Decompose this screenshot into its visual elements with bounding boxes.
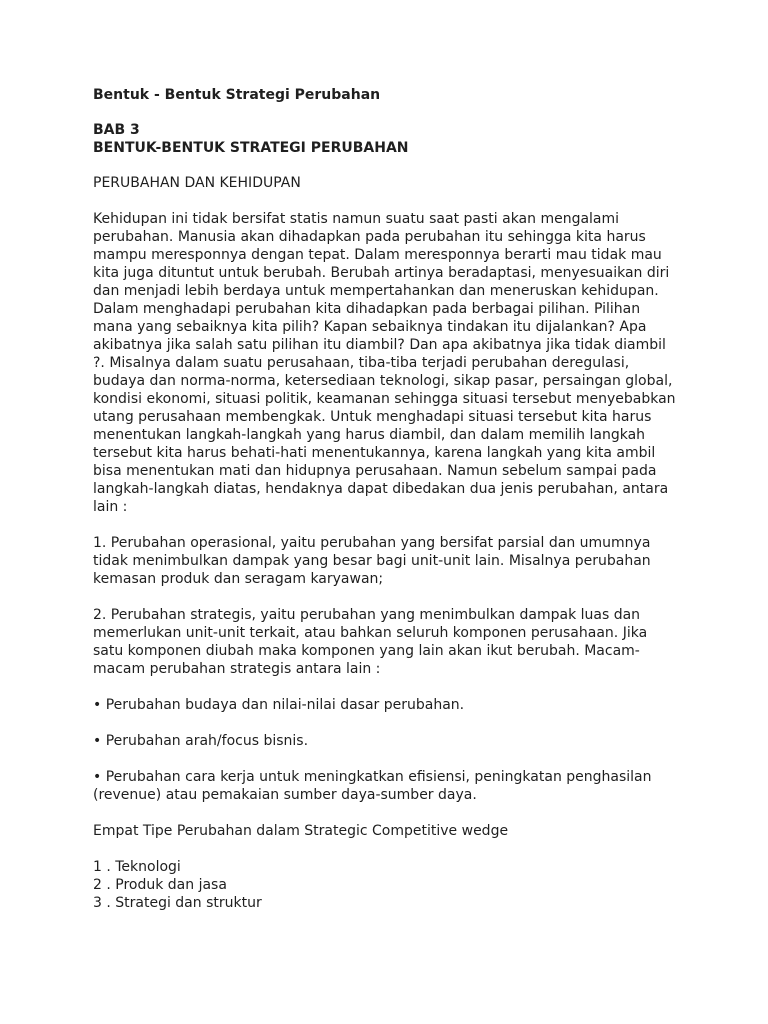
- wedge-list-item: 1 . Teknologi: [93, 859, 181, 875]
- change-type-item: 1. Perubahan operasional, yaitu perubahan yang bersifat parsial dan umumnya tidak menimbulkan dampak yang besar bagi unit-unit lain. Misalnya perubahan kemasan produk dan seragam karyawan;: [93, 535, 651, 587]
- bullet-item: • Perubahan cara kerja untuk meningkatkan efisiensi, peningkatan penghasilan (revenue) atau pemakaian sumber daya-sumber daya.: [93, 769, 652, 803]
- chapter-number: BAB 3: [93, 122, 140, 138]
- wedge-list-item: 2 . Produk dan jasa: [93, 877, 227, 893]
- paragraph: Kehidupan ini tidak bersifat statis namun suatu saat pasti akan mengalami perubahan. Manusia akan dihadapkan pada perubahan itu sehingga kita harus mampu meresponnya dengan tepat. Dalam meresponnya berarti mau tidak mau kita juga dituntut untuk berubah. Berubah artinya beradaptasi, menyesuaikan diri dan menjadi lebih berdaya untuk mempertahankan dan meneruskan kehidupan.: [93, 211, 670, 299]
- bullet-item: • Perubahan arah/focus bisnis.: [93, 733, 309, 749]
- chapter-title: BENTUK-BENTUK STRATEGI PERUBAHAN: [93, 140, 409, 156]
- wedge-list: [93, 858, 678, 912]
- bullet-item: • Perubahan budaya dan nilai-nilai dasar perubahan.: [93, 697, 465, 713]
- wedge-list-item: 3 . Strategi dan struktur: [93, 895, 262, 911]
- section-heading: PERUBAHAN DAN KEHIDUPAN: [93, 175, 301, 191]
- change-type-item: 2. Perubahan strategis, yaitu perubahan yang menimbulkan dampak luas dan memerlukan unit-unit terkait, atau bahkan seluruh komponen perusahaan. Jika satu komponen diubah maka komponen yang lain akan ikut berubah. Macam-macam perubahan strategis antara lain :: [93, 607, 648, 677]
- document-title: Bentuk - Bentuk Strategi Perubahan: [93, 87, 381, 103]
- paragraph: Dalam menghadapi perubahan kita dihadapkan pada berbagai pilihan. Pilihan mana yang sebaiknya kita pilih? Kapan sebaiknya tindakan itu dijalankan? Apa akibatnya jika salah satu pilihan itu diambil? Dan apa akibatnya jika tidak diambil ?. Misalnya dalam suatu perusahaan, tiba-tiba terjadi perubahan deregulasi, budaya dan norma-norma, ketersediaan teknologi, sikap pasar, persaingan global, kondisi ekonomi, situasi politik, keamanan sehingga situasi tersebut menyebabkan utang perusahaan membengkak. Untuk menghadapi situasi tersebut kita harus menentukan langkah-langkah yang harus diambil, dan dalam memilih langkah tersebut kita harus behati-hati menentukannya, karena langkah yang kita ambil bisa menentukan mati dan hidupnya perusahaan. Namun sebelum sampai pada langkah-langkah diatas, hendaknya dapat dibedakan dua jenis perubahan, antara lain :: [93, 301, 676, 515]
- spacer: [93, 516, 678, 534]
- wedge-heading: Empat Tipe Perubahan dalam Strategic Competitive wedge: [93, 823, 509, 839]
